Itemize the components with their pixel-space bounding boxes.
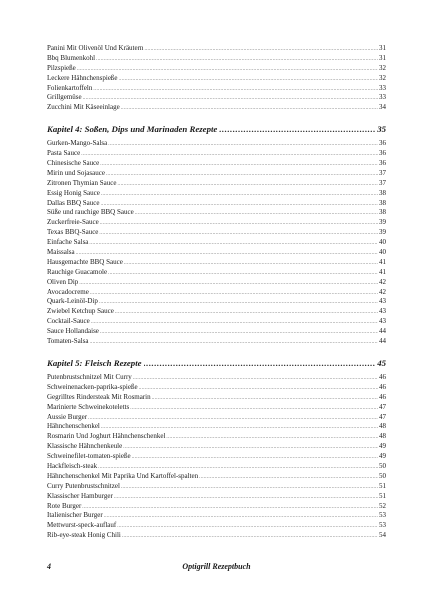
toc-entry[interactable] [47, 248, 386, 258]
toc-entry[interactable] [47, 521, 386, 531]
dot-leader [100, 328, 378, 338]
entry-title: Rauchige Guacamole [47, 267, 108, 276]
entry-page: 48 [379, 422, 386, 431]
page-footer [47, 562, 386, 574]
entry-title: Avocadocreme [47, 287, 89, 296]
dot-leader [106, 170, 378, 180]
dot-leader [121, 483, 378, 493]
dot-leader [139, 384, 378, 394]
entry-page: 44 [379, 327, 386, 336]
entry-page: 49 [379, 442, 386, 451]
toc-section-sauces [47, 139, 386, 347]
dot-leader [123, 443, 378, 453]
toc-entry[interactable] [47, 139, 386, 149]
book-title: Optigrill Rezeptbuch [182, 562, 251, 571]
toc-entry[interactable] [47, 218, 386, 228]
entry-title: Klassischer Hamburger [47, 491, 113, 500]
chapter-heading-5[interactable] [47, 357, 386, 369]
entry-title: Zitronen Thymian Sauce [47, 178, 117, 187]
entry-title: Putenbrustschnitzel Mit Curry [47, 372, 132, 381]
entry-title: Tomaten-Salsa [47, 337, 89, 346]
dot-leader [99, 298, 378, 308]
entry-page: 36 [379, 149, 386, 158]
entry-title: Mettwurst-speck-auflauf [47, 521, 117, 530]
entry-title: Zwiebel Ketchup Sauce [47, 307, 114, 316]
dot-leader [119, 75, 378, 85]
toc-section-meat [47, 373, 386, 541]
dot-leader [77, 65, 378, 75]
dot-leader [115, 308, 378, 318]
dot-leader [99, 229, 378, 239]
entry-page: 43 [379, 307, 386, 316]
entry-title: Italienischer Burger [47, 511, 103, 520]
entry-title: Maissalsa [47, 248, 75, 257]
entry-page: 39 [379, 228, 386, 237]
toc-entry[interactable] [47, 84, 386, 94]
entry-title: Aussie Burger [47, 412, 88, 421]
entry-page: 50 [379, 461, 386, 470]
entry-page: 47 [379, 412, 386, 421]
dot-leader [90, 289, 378, 299]
dot-leader [144, 357, 376, 369]
entry-title: Hackfleisch-steak [47, 461, 98, 470]
toc-entry[interactable] [47, 74, 386, 84]
entry-page: 49 [379, 452, 386, 461]
chapter-page: 45 [377, 357, 386, 368]
toc-entry[interactable] [47, 258, 386, 268]
toc-entry[interactable] [47, 373, 386, 383]
dot-leader [90, 338, 379, 348]
dot-leader [219, 123, 375, 135]
entry-title: Quark-Leinöl-Dip [47, 297, 98, 306]
toc-entry[interactable] [47, 383, 386, 393]
dot-leader [166, 433, 378, 443]
entry-page: 48 [379, 432, 386, 441]
entry-page: 42 [379, 277, 386, 286]
toc-entry[interactable] [47, 93, 386, 103]
toc-entry[interactable] [47, 189, 386, 199]
entry-title: Schweinefilet-tomaten-spieße [47, 452, 131, 461]
entry-page: 34 [379, 103, 386, 112]
dot-leader [91, 318, 378, 328]
entry-page: 38 [379, 198, 386, 207]
entry-page: 37 [379, 178, 386, 187]
entry-title: Marinierte Schweinekoteletts [47, 402, 130, 411]
dot-leader [124, 259, 378, 269]
toc-entry[interactable] [47, 403, 386, 413]
toc-entry[interactable] [47, 472, 386, 482]
toc-entry[interactable] [47, 228, 386, 238]
toc-entry[interactable] [47, 307, 386, 317]
entry-title: Zucchini Mit Käseeinlage [47, 103, 120, 112]
toc-entry[interactable] [47, 531, 386, 541]
toc-entry[interactable] [47, 199, 386, 209]
entry-title: Pasta Sauce [47, 149, 81, 158]
toc-entry[interactable] [47, 44, 386, 54]
entry-title: Curry Putenbrustschnitzel [47, 481, 120, 490]
toc-entry[interactable] [47, 422, 386, 432]
entry-page: 50 [379, 471, 386, 480]
entry-page: 46 [379, 372, 386, 381]
toc-entry[interactable] [47, 103, 386, 113]
entry-page: 31 [379, 44, 386, 52]
entry-page: 52 [379, 501, 386, 510]
entry-title: Texas BBQ-Sauce [47, 228, 99, 237]
entry-page: 46 [379, 392, 386, 401]
entry-page: 37 [379, 168, 386, 177]
dot-leader [108, 140, 378, 150]
entry-title: Rote Burger [47, 501, 82, 510]
toc-entry[interactable] [47, 268, 386, 278]
dot-leader [135, 209, 378, 219]
dot-leader [130, 404, 378, 414]
entry-title: Chinesische Sauce [47, 159, 100, 168]
toc-entry[interactable] [47, 462, 386, 472]
entry-title: Bbq Blumenkohl [47, 53, 96, 62]
entry-page: 31 [379, 53, 386, 62]
dot-leader [121, 104, 378, 114]
entry-page: 36 [379, 139, 386, 148]
entry-page: 32 [379, 63, 386, 72]
toc-entry[interactable] [47, 149, 386, 159]
dot-leader [117, 522, 378, 532]
entry-page: 33 [379, 93, 386, 102]
entry-page: 46 [379, 382, 386, 391]
entry-page: 41 [379, 267, 386, 276]
entry-title: Essig Honig Sauce [47, 188, 100, 197]
entry-page: 32 [379, 73, 386, 82]
entry-title: Einfache Salsa [47, 238, 89, 247]
toc-entry[interactable] [47, 442, 386, 452]
entry-title: Grillgemüse [47, 93, 82, 102]
entry-page: 36 [379, 159, 386, 168]
entry-page: 43 [379, 297, 386, 306]
entry-page: 42 [379, 287, 386, 296]
entry-page: 51 [379, 491, 386, 500]
dot-leader [96, 55, 378, 65]
entry-page: 40 [379, 248, 386, 257]
entry-title: Hähnchenschenkel Mit Paprika Und Kartoffel-spalten [47, 471, 199, 480]
entry-page: 53 [379, 521, 386, 530]
chapter-title: Kapitel 5: Fleisch Rezepte [47, 357, 142, 368]
dot-leader [144, 45, 378, 55]
dot-leader [122, 532, 378, 542]
dot-leader [101, 200, 379, 210]
entry-page: 39 [379, 218, 386, 227]
toc-entry[interactable] [47, 492, 386, 502]
dot-leader [79, 279, 378, 289]
entry-title: Hausgemachte BBQ Sauce [47, 257, 123, 266]
toc-entry[interactable] [47, 288, 386, 298]
entry-title: Rosmarin Und Joghurt Hähnchenschenkel [47, 432, 166, 441]
toc-entry[interactable] [47, 452, 386, 462]
dot-leader [93, 85, 378, 95]
entry-title: Süße und rauchige BBQ Sauce [47, 208, 134, 217]
chapter-heading-4[interactable] [47, 123, 386, 135]
entry-page: 51 [379, 481, 386, 490]
entry-title: Hähnchenschenkel [47, 422, 100, 431]
entry-title: Gegrilltes Rindersteak Mit Rosmarin [47, 392, 151, 401]
dot-leader [108, 269, 378, 279]
toc-section-grill-sides [47, 44, 386, 113]
toc-entry[interactable] [47, 64, 386, 74]
entry-title: Mirin und Sojasauce [47, 168, 105, 177]
chapter-page: 35 [377, 124, 386, 135]
dot-leader [104, 512, 378, 522]
entry-title: Rib-eye-steak Honig Chili [47, 531, 121, 540]
toc-entry[interactable] [47, 278, 386, 288]
entry-title: Dallas BBQ Sauce [47, 198, 100, 207]
entry-page: 33 [379, 83, 386, 92]
dot-leader [83, 94, 378, 104]
toc-entry[interactable] [47, 393, 386, 403]
entry-title: Cocktail-Sauce [47, 317, 90, 326]
toc-entry[interactable] [47, 482, 386, 492]
entry-title: Klassische Hähnchenkeule [47, 442, 123, 451]
dot-leader [133, 374, 378, 384]
entry-title: Folienkartoffeln [47, 83, 93, 92]
dot-leader [82, 503, 378, 513]
dot-leader [152, 394, 378, 404]
toc-entry[interactable] [47, 327, 386, 337]
entry-title: Sauce Hollandaise [47, 327, 99, 336]
entry-page: 47 [379, 402, 386, 411]
dot-leader [114, 493, 378, 503]
entry-title: Schweinenacken-paprika-spieße [47, 382, 138, 391]
entry-title: Panini Mit Olivenöl Und Kräutern [47, 44, 144, 52]
toc-entry[interactable] [47, 54, 386, 64]
entry-title: Pilzspieße [47, 63, 76, 72]
toc-entry[interactable] [47, 432, 386, 442]
entry-page: 54 [379, 531, 386, 540]
entry-page: 43 [379, 317, 386, 326]
page-number: 4 [47, 562, 51, 571]
chapter-title: Kapitel 4: Soßen, Dips und Marinaden Rezepte [47, 124, 218, 135]
dot-leader [101, 190, 378, 200]
toc-entry[interactable] [47, 159, 386, 169]
toc-entry[interactable] [47, 337, 386, 347]
toc-entry[interactable] [47, 297, 386, 307]
entry-title: Gurken-Mango-Salsa [47, 139, 108, 148]
entry-page: 40 [379, 238, 386, 247]
toc-entry[interactable] [47, 413, 386, 423]
toc-entry[interactable] [47, 317, 386, 327]
entry-title: Leckere Hähnchenspieße [47, 73, 118, 82]
dot-leader [132, 453, 378, 463]
entry-title: Oliven Dip [47, 277, 79, 286]
dot-leader [100, 219, 378, 229]
table-of-contents [47, 44, 386, 541]
dot-leader [88, 414, 378, 424]
toc-entry[interactable] [47, 511, 386, 521]
entry-page: 53 [379, 511, 386, 520]
entry-page: 38 [379, 188, 386, 197]
toc-entry[interactable] [47, 179, 386, 189]
toc-entry[interactable] [47, 502, 386, 512]
entry-title: Zuckerfreie-Sauce [47, 218, 99, 227]
toc-entry[interactable] [47, 238, 386, 248]
toc-entry[interactable] [47, 208, 386, 218]
dot-leader [89, 239, 378, 249]
toc-entry[interactable] [47, 169, 386, 179]
dot-leader [100, 160, 378, 170]
dot-leader [199, 473, 378, 483]
dot-leader [117, 180, 378, 190]
entry-page: 41 [379, 257, 386, 266]
dot-leader [81, 150, 378, 160]
entry-page: 38 [379, 208, 386, 217]
entry-page: 44 [379, 337, 386, 346]
